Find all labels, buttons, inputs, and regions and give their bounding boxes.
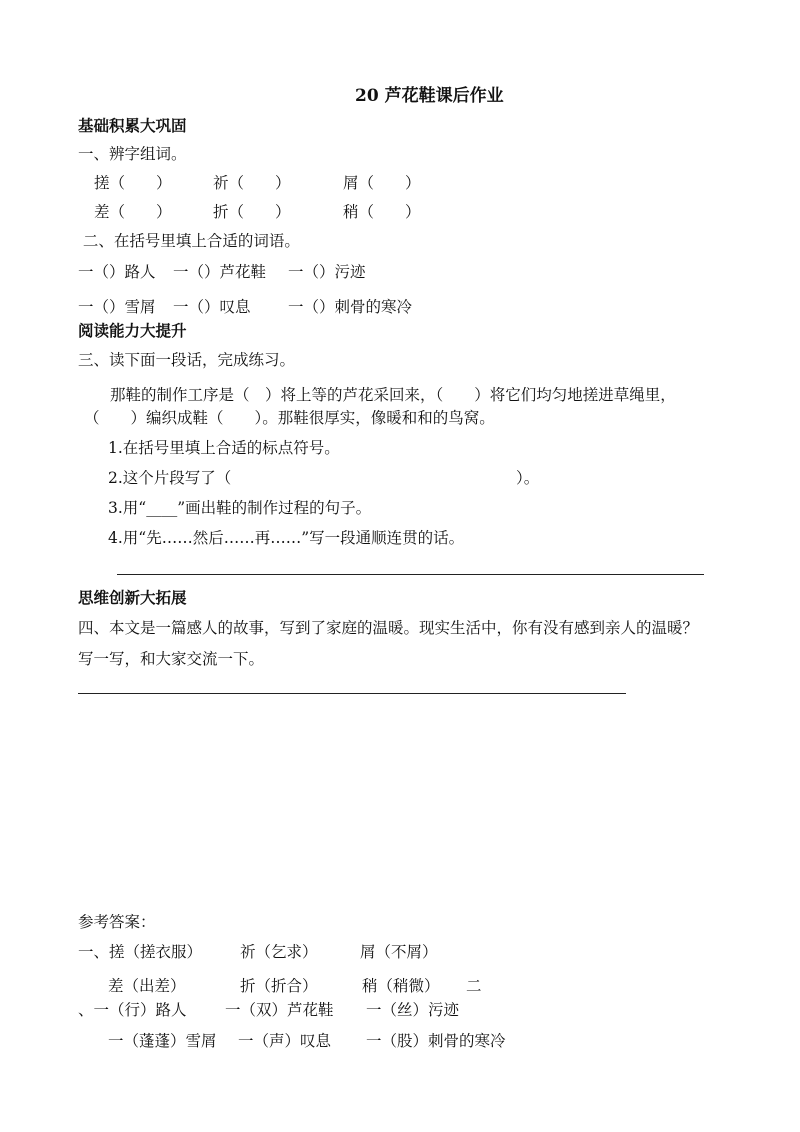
q1-item: 折（ ） <box>213 203 291 221</box>
answer-item: 一、搓（搓衣服） <box>78 943 203 961</box>
q2-item: 一（）芦花鞋 <box>173 263 267 281</box>
answer-item: 二 <box>466 977 482 995</box>
answer-item: 一（双）芦花鞋 <box>225 1001 334 1019</box>
q3-passage-line: 那鞋的制作工序是（ ）将上等的芦花采回来，（ ）将它们均匀地搓进草绳里， <box>110 386 676 404</box>
answer-item: 折（折合） <box>240 977 318 995</box>
q2-item: 一（）路人 <box>78 263 156 281</box>
q1-item: 差（ ） <box>94 203 172 221</box>
q4-line: 写一写，和大家交流一下。 <box>78 650 265 668</box>
answer-line <box>78 693 626 694</box>
answers-heading: 参考答案： <box>78 913 156 931</box>
q3-heading: 三、读下面一段话，完成练习。 <box>78 351 296 369</box>
q1-item: 搓（ ） <box>94 174 172 192</box>
answer-item: 稍（稍微） <box>362 977 440 995</box>
q4-line: 四、本文是一篇感人的故事，写到了家庭的温暖。现实生活中，你有没有感到亲人的温暖？ <box>78 619 699 637</box>
answer-item: 、一（行）路人 <box>78 1001 187 1019</box>
q2-item: 一（）刺骨的寒冷 <box>288 298 413 316</box>
answer-item: 祈（乞求） <box>240 943 318 961</box>
q3-item: 1.在括号里填上合适的标点符号。 <box>108 439 340 457</box>
answer-item: 一（蓬蓬）雪屑 <box>108 1032 217 1050</box>
page-title: 20 芦花鞋课后作业 <box>355 86 504 106</box>
answer-line <box>117 574 704 575</box>
answer-item: 一（丝）污迹 <box>366 1001 460 1019</box>
answer-item: 差（出差） <box>108 977 186 995</box>
answer-item: 一（声）叹息 <box>238 1032 332 1050</box>
q1-item: 稍（ ） <box>343 203 421 221</box>
q3-passage-line: （ ）编织成鞋（ ）。那鞋很厚实，像暖和和的鸟窝。 <box>84 409 495 427</box>
q1-item: 屑（ ） <box>343 174 421 192</box>
q2-item: 一（）污迹 <box>288 263 366 281</box>
answer-item: 屑（不屑） <box>360 943 438 961</box>
section-heading-reading: 阅读能力大提升 <box>78 321 187 340</box>
q3-item: 2.这个片段写了（ <box>108 469 232 487</box>
q2-heading: 二、在括号里填上合适的词语。 <box>78 232 300 250</box>
answer-item: 一（股）刺骨的寒冷 <box>366 1032 506 1050</box>
q2-item: 一（）雪屑 <box>78 298 156 316</box>
q3-item: 3.用“____”画出鞋的制作过程的句子。 <box>108 499 372 517</box>
q1-heading: 一、辨字组词。 <box>78 145 187 163</box>
section-heading-thinking: 思维创新大拓展 <box>78 588 187 607</box>
section-heading-basic: 基础积累大巩固 <box>78 116 187 135</box>
q1-item: 祈（ ） <box>213 174 291 192</box>
q3-item: 4.用“先……然后……再……”写一段通顺连贯的话。 <box>108 529 465 547</box>
q3-item-end: ）。 <box>516 469 540 487</box>
q2-item: 一（）叹息 <box>173 298 251 316</box>
